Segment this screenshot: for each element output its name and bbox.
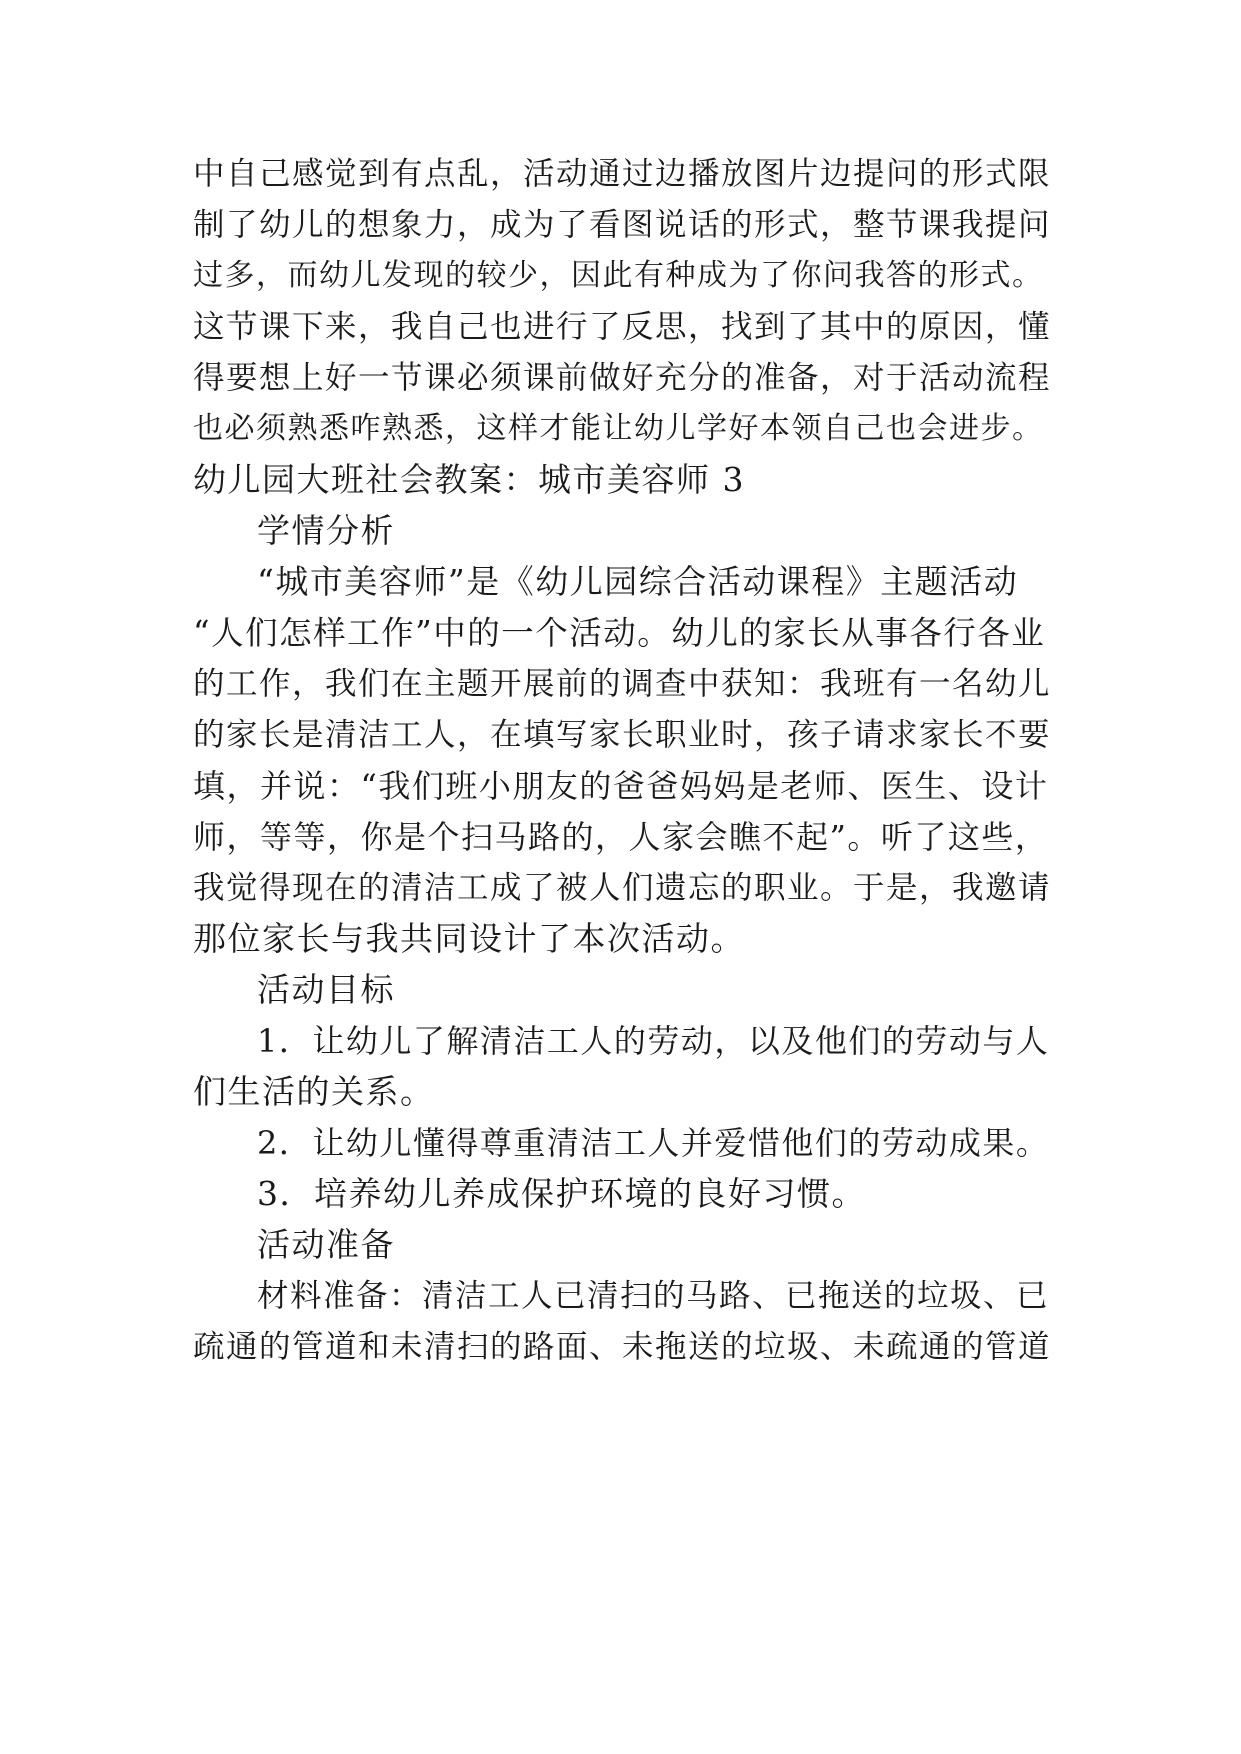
section-heading: 学情分析 [257,511,395,550]
paragraph-line: 的家长是清洁工人，在填写家长职业时，孩子请求家长不要 [193,717,1052,753]
section-title: 幼儿园大班社会教案：城市美容师 3 [193,460,745,499]
paragraph-line: 也必须熟悉咋熟悉，这样才能让幼儿学好本领自己也会进步。 [193,411,1044,446]
paragraph-line: 师，等等，你是个扫马路的，人家会瞧不起”。听了这些， [193,818,1049,856]
list-item: 2．让幼儿懂得尊重清洁工人并爱惜他们的劳动成果。 [257,1124,1050,1162]
list-item: 3．培养幼儿养成保护环境的良好习惯。 [257,1174,866,1213]
paragraph-line: 过多，而幼儿发现的较少，因此有种成为了你问我答的形式。 [193,258,1044,293]
paragraph-line: 制了幼儿的想象力，成为了看图说话的形式，整节课我提问 [193,207,1052,243]
paragraph-line: 这节课下来，我自己也进行了反思，找到了其中的原因，懂 [193,309,1052,345]
paragraph-line: 中自己感觉到有点乱，活动通过边播放图片边提问的形式限 [193,156,1052,192]
paragraph-line: “城市美容师”是《幼儿园综合活动课程》主题活动 [257,562,1019,601]
paragraph-line: “人们怎样工作”中的一个活动。幼儿的家长从事各行各业 [193,614,1046,652]
list-item-continuation: 们生活的关系。 [193,1072,435,1111]
list-item: 1．让幼儿了解清洁工人的劳动，以及他们的劳动与人 [257,1022,1050,1060]
paragraph-line: 得要想上好一节课必须课前做好充分的准备，对于活动流程 [193,360,1052,396]
paragraph-line: 填，并说：“我们班小朋友的爸爸妈妈是老师、医生、设计 [193,767,1049,805]
paragraph-line: 那位家长与我共同设计了本次活动。 [193,919,745,958]
section-heading: 活动准备 [257,1225,395,1264]
paragraph-line: 材料准备：清洁工人已清扫的马路、已拖送的垃圾、已 [257,1278,1050,1314]
paragraph-line: 我觉得现在的清洁工成了被人们遗忘的职业。于是，我邀请 [193,870,1052,906]
paragraph-line: 的工作，我们在主题开展前的调查中获知：我班有一名幼儿 [193,666,1052,702]
section-heading: 活动目标 [257,970,395,1009]
paragraph-line: 疏通的管道和未清扫的路面、未拖送的垃圾、未疏通的管道 [193,1329,1052,1365]
